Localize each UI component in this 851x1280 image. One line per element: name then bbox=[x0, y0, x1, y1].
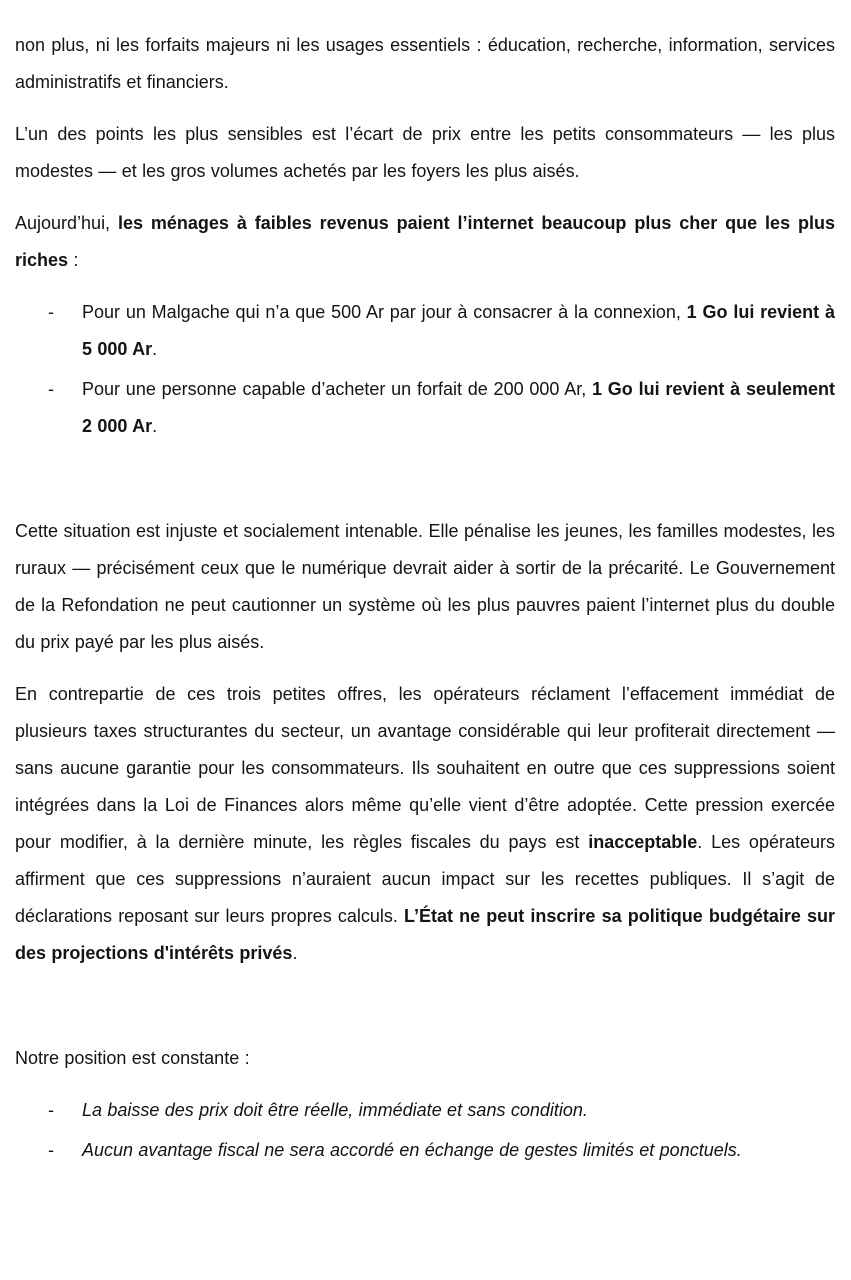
text-run: . bbox=[152, 416, 158, 436]
text-run: inacceptable bbox=[588, 832, 698, 852]
paragraph bbox=[15, 1040, 835, 1077]
text-run: Cette situation est injuste et socialement intenable. Elle pénalise les jeunes, les familles modestes, les ruraux — précisément ceux que le numérique devrait aider à sortir de la précarité. Le Gouvernement de la Refondation ne peut cautionner un système où les plus pauvres paient l’internet plus du double du prix payé par les plus aisés. bbox=[15, 521, 835, 652]
text-run: En contrepartie de ces trois petites offres, les opérateurs réclament l’effacement immédiat de plusieurs taxes structurantes du secteur, un avantage considérable qui leur profiterait directement — sans aucune garantie pour les consommateurs. Ils souhaitent en outre que ces suppressions soient intégrées dans la Loi de Finances alors même qu’elle vient d’être adoptée. Cette pression exercée pour modifier, à la dernière minute, les règles fiscales du pays est bbox=[15, 684, 835, 852]
bullet-item bbox=[15, 1132, 835, 1169]
text-run: . bbox=[292, 943, 298, 963]
text-run: Aujourd’hui, bbox=[15, 213, 118, 233]
text-run: Aucun avantage fiscal ne sera accordé en échange de gestes limités et ponctuels. bbox=[82, 1140, 742, 1160]
bullet-list bbox=[15, 294, 835, 445]
text-run: 1 Go lui revient à 5 000 Ar bbox=[82, 302, 835, 359]
paragraph bbox=[15, 116, 835, 190]
paragraph bbox=[15, 27, 835, 101]
text-run: les ménages à faibles revenus paient l’internet beaucoup plus cher que les plus riches bbox=[15, 213, 835, 270]
text-run: : bbox=[68, 250, 79, 270]
text-run: non plus, ni les forfaits majeurs ni les usages essentiels : éducation, recherche, information, services administratifs et financiers. bbox=[15, 35, 835, 92]
text-run: L’État ne peut inscrire sa politique budgétaire sur des projections d'intérêts privés bbox=[15, 906, 836, 963]
document-content bbox=[15, 27, 835, 1169]
text-run: Notre position est constante : bbox=[15, 1048, 250, 1068]
text-run: Pour un Malgache qui n’a que 500 Ar par jour à consacrer à la connexion, bbox=[82, 302, 687, 322]
paragraph-spacer bbox=[15, 987, 835, 1040]
paragraph bbox=[15, 676, 835, 972]
bullet-dash-marker: - bbox=[48, 1140, 54, 1160]
text-run: L’un des points les plus sensibles est l’écart de prix entre les petits consommateurs — les plus modestes — et les gros volumes achetés par les foyers les plus aisés. bbox=[15, 124, 835, 181]
text-run: La baisse des prix doit être réelle, immédiate et sans condition. bbox=[82, 1100, 588, 1120]
bullet-list bbox=[15, 1092, 835, 1169]
bullet-item bbox=[15, 371, 835, 445]
bullet-dash-marker: - bbox=[48, 302, 54, 322]
paragraph bbox=[15, 513, 835, 661]
bullet-dash-marker: - bbox=[48, 1100, 54, 1120]
text-run: Pour une personne capable d’acheter un forfait de 200 000 Ar, bbox=[82, 379, 592, 399]
paragraph bbox=[15, 205, 835, 279]
text-run: . Les opérateurs affirment que ces suppressions n’auraient aucun impact sur les recettes publiques. Il s’agit de déclarations reposant sur leurs propres calculs. bbox=[15, 832, 835, 926]
bullet-item bbox=[15, 294, 835, 368]
text-run: . bbox=[152, 339, 158, 359]
text-run: 1 Go lui revient à seulement 2 000 Ar bbox=[82, 379, 835, 436]
paragraph-spacer bbox=[15, 460, 835, 513]
bullet-dash-marker: - bbox=[48, 379, 54, 399]
bullet-item bbox=[15, 1092, 835, 1129]
